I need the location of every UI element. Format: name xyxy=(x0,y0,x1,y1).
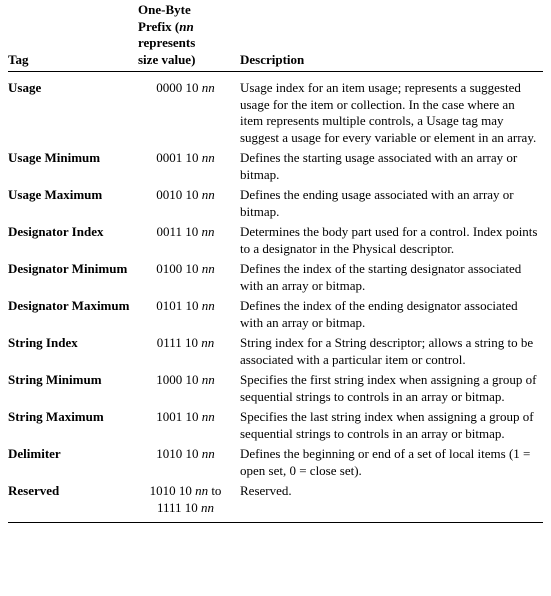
row-prefix xyxy=(131,257,240,294)
row-tag: Designator Maximum xyxy=(8,298,130,313)
row-prefix xyxy=(131,146,240,183)
row-prefix xyxy=(131,331,240,368)
row-prefix-value xyxy=(156,150,215,167)
row-prefix-value xyxy=(156,187,215,204)
row-prefix-value xyxy=(156,298,215,315)
row-tag: String Maximum xyxy=(8,409,104,424)
header-row xyxy=(8,2,543,72)
prefix-nn: nn xyxy=(201,372,215,387)
row-prefix xyxy=(131,220,240,257)
prefix-bits: 0100 10 xyxy=(156,261,199,276)
row-prefix-value xyxy=(156,409,215,426)
prefix-bits: 1001 10 xyxy=(156,409,199,424)
prefix-nn: nn xyxy=(201,261,215,276)
prefix-nn: nn xyxy=(201,446,215,461)
table-row xyxy=(8,220,543,257)
prefix-bits: 0010 10 xyxy=(156,187,199,202)
prefix-bits: 0111 10 xyxy=(156,335,199,350)
table-row xyxy=(8,442,543,479)
prefix-bits: 0000 10 xyxy=(156,80,199,95)
table-row xyxy=(8,368,543,405)
row-prefix xyxy=(131,294,240,331)
header-prefix xyxy=(131,2,240,72)
prefix-nn: nn xyxy=(201,224,215,239)
row-tag: Usage xyxy=(8,80,42,95)
row-prefix xyxy=(131,479,240,523)
prefix-bits: 0011 10 xyxy=(156,224,199,239)
row-description: Reserved. xyxy=(240,479,543,523)
table-row xyxy=(8,294,543,331)
table-row xyxy=(8,405,543,442)
row-prefix-value xyxy=(156,224,214,241)
prefix-to: to xyxy=(211,483,222,498)
row-description: Defines the ending usage associated with an array or bitmap. xyxy=(240,187,514,219)
row-prefix-value xyxy=(150,483,222,516)
header-prefix-line2: Prefix ( xyxy=(138,18,180,34)
row-tag: Designator Index xyxy=(8,224,104,239)
prefix-bits: 1000 10 xyxy=(156,372,199,387)
row-tag: Delimiter xyxy=(8,446,61,461)
row-prefix xyxy=(131,442,240,479)
prefix-nn: nn xyxy=(201,80,215,95)
prefix-bits: 1010 10 xyxy=(149,483,192,498)
prefix-nn-end: nn xyxy=(201,499,215,515)
row-prefix-value xyxy=(156,80,215,97)
table-row xyxy=(8,183,543,220)
header-prefix-line1: One-Byte xyxy=(138,2,191,17)
row-description: Usage index for an item usage; represents a suggested usage for the item or collection. In the case where an item represents multiple controls, a Usage tag may suggest a usage for every variable or element in an array. xyxy=(240,80,537,145)
prefix-nn: nn xyxy=(201,298,215,313)
row-prefix-value xyxy=(157,335,215,352)
prefix-bits: 1010 10 xyxy=(156,446,199,461)
row-description: Defines the index of the starting designator associated with an array or bitmap. xyxy=(240,261,522,293)
table-row xyxy=(8,257,543,294)
prefix-nn: nn xyxy=(201,150,215,165)
row-tag: Usage Minimum xyxy=(8,150,101,165)
row-description: Defines the index of the ending designator associated with an array or bitmap. xyxy=(240,298,518,330)
prefix-nn: nn xyxy=(201,409,215,424)
header-prefix-line4: size value) xyxy=(138,51,196,67)
row-tag: Reserved xyxy=(8,479,131,523)
row-prefix-value xyxy=(156,261,215,278)
row-tag: Designator Minimum xyxy=(8,261,128,276)
table-body xyxy=(8,72,543,523)
row-tag: Usage Maximum xyxy=(8,187,103,202)
row-description: Defines the beginning or end of a set of local items (1 = open set, 0 = close set). xyxy=(240,446,531,478)
table-row xyxy=(8,72,543,147)
header-prefix-nn: nn xyxy=(179,18,194,34)
prefix-nn: nn xyxy=(201,187,215,202)
table-row xyxy=(8,479,543,523)
row-tag: String Minimum xyxy=(8,372,102,387)
header-tag: Tag xyxy=(8,2,131,72)
row-prefix xyxy=(131,72,240,147)
row-tag: String Index xyxy=(8,335,78,350)
prefix-nn: nn xyxy=(195,483,209,498)
row-description: Defines the starting usage associated with an array or bitmap. xyxy=(240,150,518,182)
row-description: String index for a String descriptor; allows a string to be associated with a particular item or control. xyxy=(240,335,534,367)
row-prefix xyxy=(131,368,240,405)
prefix-nn: nn xyxy=(201,335,215,350)
header-description: Description xyxy=(240,2,543,72)
table-row xyxy=(8,331,543,368)
header-prefix-line3: represents xyxy=(138,35,196,50)
row-prefix-value xyxy=(156,372,215,389)
row-prefix xyxy=(131,405,240,442)
row-description: Specifies the last string index when assigning a group of sequential strings to controls in an array or bitmap. xyxy=(240,409,534,441)
row-prefix-value xyxy=(156,446,215,463)
row-prefix xyxy=(131,183,240,220)
prefix-bits: 0001 10 xyxy=(156,150,199,165)
table-row xyxy=(8,146,543,183)
prefix-bits: 0101 10 xyxy=(156,298,199,313)
local-items-table xyxy=(8,2,543,523)
prefix-bits-end: 1111 10 xyxy=(156,499,198,515)
row-description: Determines the body part used for a control. Index points to a designator in the Physical descriptor. xyxy=(240,224,538,256)
row-description: Specifies the first string index when assigning a group of sequential strings to controls in an array or bitmap. xyxy=(240,372,537,404)
table-header xyxy=(8,2,543,72)
